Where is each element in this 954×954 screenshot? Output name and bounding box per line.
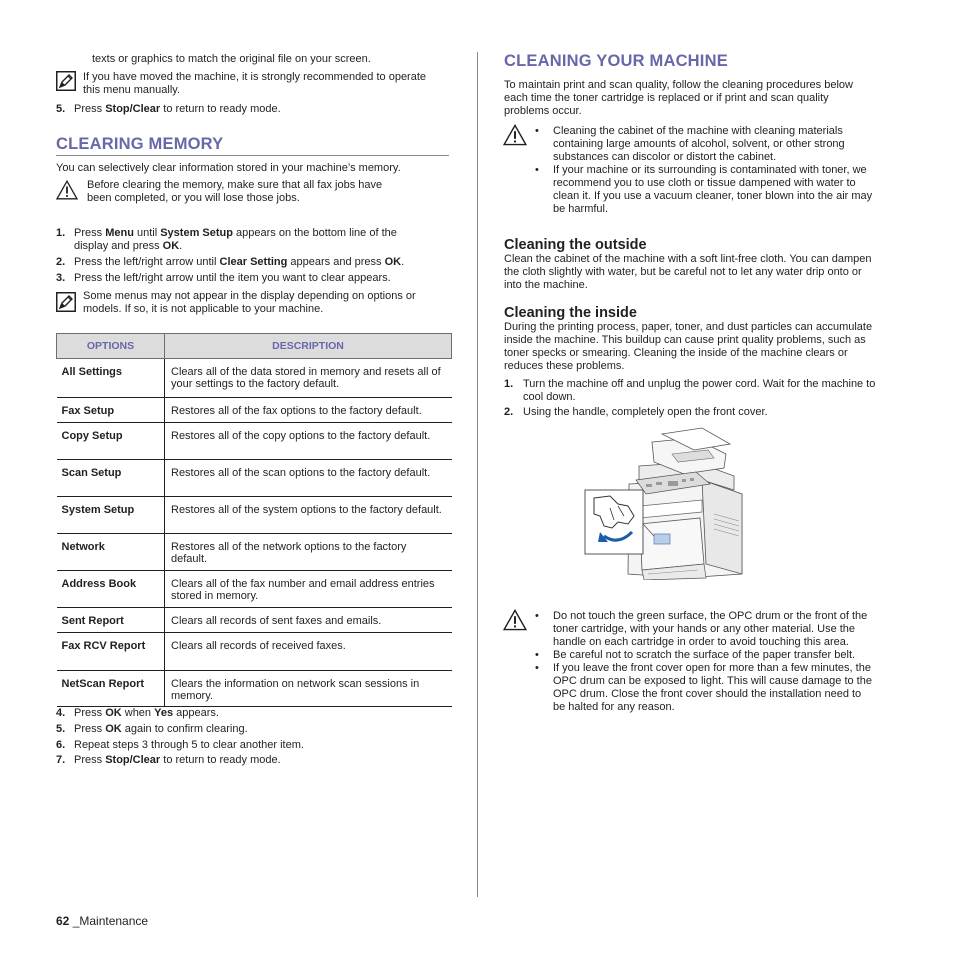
list-item: Cleaning the cabinet of the machine with cleaning materials containing large amounts of alcohol, solvent, or other strong substances can discolor or distort the cabinet.: [553, 125, 845, 163]
option-description: Restores all of the scan options to the factory default.: [165, 460, 452, 497]
printer-illustration: [584, 424, 744, 580]
option-name: System Setup: [57, 497, 165, 534]
table-row: [57, 633, 452, 671]
step-number: 1.: [56, 227, 66, 239]
bullet: •: [535, 125, 539, 137]
note-icon: [56, 71, 76, 91]
column-header-description: DESCRIPTION: [165, 334, 452, 359]
step-number: 2.: [56, 256, 66, 268]
option-description: Restores all of the copy options to the factory default.: [165, 423, 452, 460]
section-intro: To maintain print and scan quality, follow the cleaning procedures below each time the toner cartridge is replaced or if print and scan quality problems occur.: [504, 79, 853, 117]
step-text: Press Stop/Clear to return to ready mode.: [74, 103, 281, 115]
option-name: Address Book: [57, 571, 165, 608]
column-header-options: OPTIONS: [57, 334, 165, 359]
step-number: 7.: [56, 754, 66, 766]
bullet: •: [535, 649, 539, 661]
option-description: Restores all of the system options to the factory default.: [165, 497, 452, 534]
caution-text: Before clearing the memory, make sure that all fax jobs have been completed, or you will lose those jobs.: [87, 179, 383, 204]
step-number: 4.: [56, 707, 66, 719]
option-description: Clears all of the data stored in memory and resets all of your settings to the factory default.: [165, 359, 452, 398]
note-icon: [56, 292, 76, 312]
list-item: Be careful not to scratch the surface of the paper transfer belt.: [553, 649, 856, 661]
table-row: [57, 398, 452, 423]
option-name: NetScan Report: [57, 671, 165, 707]
step-text: Press the left/right arrow until the item you want to clear appears.: [74, 272, 391, 284]
section-title-cleaning: CLEANING YOUR MACHINE: [504, 52, 728, 70]
step-text: Press the left/right arrow until Clear Setting appears and press OK.: [74, 256, 405, 268]
option-description: Restores all of the fax options to the factory default.: [165, 398, 452, 423]
table-row: [57, 359, 452, 398]
option-description: Clears all of the fax number and email address entries stored in memory.: [165, 571, 452, 608]
step-number: 5.: [56, 723, 66, 735]
column-divider: [477, 52, 478, 897]
table-row: [57, 423, 452, 460]
intro-line: texts or graphics to match the original file on your screen.: [92, 53, 371, 65]
option-description: Clears all records of received faxes.: [165, 633, 452, 671]
list-item: If your machine or its surrounding is contaminated with toner, we recommend you to use cloth or tissue dampened with water to clean it. If you use a vacuum cleaner, toner blown into the air may be harmful.: [553, 164, 873, 215]
section-intro: You can selectively clear information stored in your machine’s memory.: [56, 162, 401, 174]
note-text: If you have moved the machine, it is strongly recommended to operate this menu manually.: [83, 71, 427, 96]
list-item: Do not touch the green surface, the OPC drum or the front of the toner cartridge, with your hands or any other material. Use the handle on each cartridge in order to avoid touching this area.: [553, 610, 868, 648]
step-number: 3.: [56, 272, 66, 284]
option-name: Fax Setup: [57, 398, 165, 423]
bullet: •: [535, 164, 539, 176]
option-name: Sent Report: [57, 608, 165, 633]
step-number: 2.: [504, 406, 514, 418]
section-name: _Maintenance: [69, 914, 149, 928]
option-name: Copy Setup: [57, 423, 165, 460]
page-number: 62: [56, 914, 70, 928]
table-header-row: [57, 334, 452, 359]
table-row: [57, 497, 452, 534]
step-text: Repeat steps 3 through 5 to clear another item.: [74, 739, 304, 751]
outside-text: Clean the cabinet of the machine with a soft lint-free cloth. You can dampen the cloth slightly with water, but be careful not to let any water drip onto or into the machine.: [504, 253, 872, 291]
subsection-title-outside: Cleaning the outside: [504, 237, 647, 253]
inside-text: During the printing process, paper, toner, and dust particles can accumulate inside the machine. This buildup can cause print quality problems, such as toner specks or smearing. Cleaning the inside of the machine clears or reduces these problems.: [504, 321, 873, 372]
option-name: All Settings: [57, 359, 165, 398]
step-text: Press Menu until System Setup appears on the bottom line of the display and press OK.: [74, 227, 397, 252]
table-row: [57, 571, 452, 608]
step-number: 6.: [56, 739, 66, 751]
caution-icon: [503, 609, 527, 631]
note-text: Some menus may not appear in the display depending on options or models. If so, it is not applicable to your machine.: [83, 290, 416, 315]
table-row: [57, 534, 452, 571]
divider: [56, 155, 449, 156]
section-title-clearing-memory: CLEARING MEMORY: [56, 135, 224, 153]
caution-icon: [56, 180, 78, 200]
caution-icon: [503, 124, 527, 146]
table-row: [57, 671, 452, 707]
step-text: Turn the machine off and unplug the power cord. Wait for the machine to cool down.: [523, 378, 876, 403]
option-description: Restores all of the network options to the factory default.: [165, 534, 452, 571]
step-text: Using the handle, completely open the front cover.: [523, 406, 768, 418]
subsection-title-inside: Cleaning the inside: [504, 305, 637, 321]
options-table: [56, 333, 452, 707]
option-description: Clears the information on network scan sessions in memory.: [165, 671, 452, 707]
option-name: Scan Setup: [57, 460, 165, 497]
bullet: •: [535, 610, 539, 622]
table-row: [57, 608, 452, 633]
option-name: Fax RCV Report: [57, 633, 165, 671]
step-number: 1.: [504, 378, 514, 390]
bullet: •: [535, 662, 539, 674]
page-footer: [56, 915, 148, 928]
step-number: 5.: [56, 103, 66, 115]
list-item: If you leave the front cover open for more than a few minutes, the OPC drum can be exposed to light. This will cause damage to the OPC drum. Close the front cover should the installation need to be halted for any reason.: [553, 662, 872, 713]
step-text: Press Stop/Clear to return to ready mode.: [74, 754, 281, 766]
option-name: Network: [57, 534, 165, 571]
step-text: Press OK again to confirm clearing.: [74, 723, 248, 735]
option-description: Clears all records of sent faxes and emails.: [165, 608, 452, 633]
table-row: [57, 460, 452, 497]
step-text: Press OK when Yes appears.: [74, 707, 219, 719]
